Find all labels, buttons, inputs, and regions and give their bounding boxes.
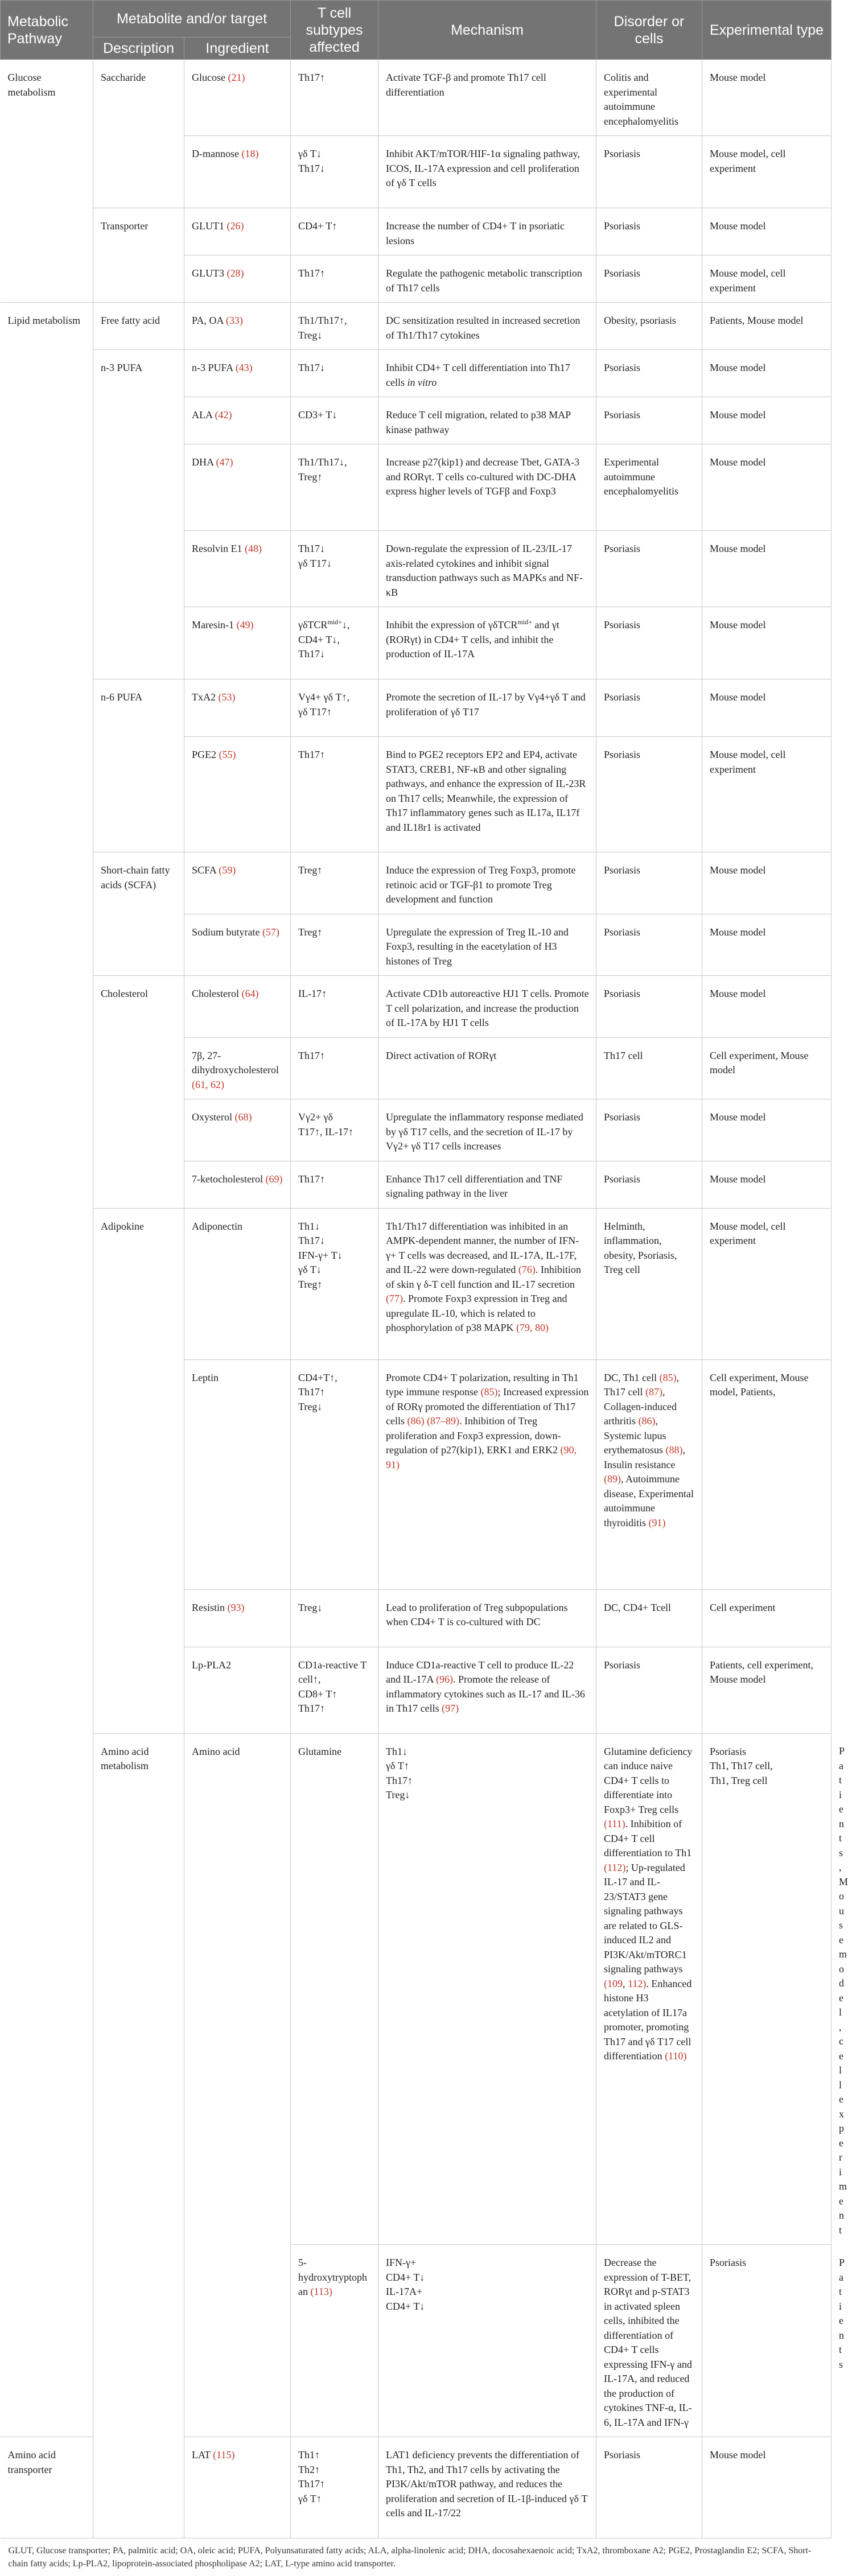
tcell-cell: CD4+T↑, Th17↑ Treg↓ — [291, 1359, 378, 1589]
disorder-cell: Psoriasis Th1, Th17 cell, Th1, Treg cell — [702, 1733, 831, 2245]
description-cell: n-3 PUFA — [93, 350, 184, 679]
tcell-cell: IFN-γ+ CD4+ T↓ IL-17A+ CD4+ T↓ — [378, 2245, 596, 2437]
ingredient-cell: ALA (42) — [184, 397, 291, 444]
exp-cell: Mouse model — [702, 852, 831, 914]
exp-cell: Patients, cell experiment, Mouse model — [702, 1647, 831, 1733]
exp-cell: Mouse model, cell experiment — [702, 737, 831, 852]
tcell-cell: Treg↓ — [291, 1589, 378, 1647]
tcell-cell: Th1↓ γδ T↑ Th17↑ Treg↓ — [378, 1733, 596, 2245]
mechanism-cell: Down-regulate the expression of IL-23/IL-17 axis-related cytokines and inhibit signal transduction pathways such as MAPKs and NF-κB — [378, 531, 596, 607]
exp-cell: Mouse model — [702, 444, 831, 531]
header-experimental-type: Experimental type — [702, 1, 831, 60]
tcell-cell: CD1a-reactive T cell↑, CD8+ T↑ Th17↑ — [291, 1647, 378, 1733]
ingredient-cell: Resistin (93) — [184, 1589, 291, 1647]
tcell-cell: Th1↓ Th17↓ IFN-γ+ T↓ γδ T↓ Treg↑ — [291, 1208, 378, 1359]
tcell-cell: Vγ4+ γδ T↑, γδ T17↑ — [291, 679, 378, 737]
table-row — [1, 350, 831, 397]
header-metabolite-target: Metabolite and/or target — [93, 1, 291, 38]
table-row: Amino acid metabolism Amino acid Glutamine Th1↓ γδ T↑ Th17↑ Treg↓ Glutamine deficiency can induce naive CD4+ T cells to differentiate into Foxp3+ Treg cells (111). Inhibition of CD4+ T cell differentiation to Th1 (112); Up-regulated IL-17 and IL-23/STAT3 gene signaling pathways are related to GLS-induced IL2 and PI3K/Akt/mTORC1 signaling pathways (109, 112). Enhanced histone H3 acetylation of IL17a promoter, promoting Th17 and γδ T17 cell differentiation (110) Psoriasis Th1, Th17 cell, Th1, Treg cell Patients, Mouse model, cell experiment — [1, 1733, 831, 2245]
exp-cell: Mouse model, cell experiment — [702, 255, 831, 303]
tcell-cell: Th1/Th17↑, Treg↓ — [291, 303, 378, 350]
ingredient-cell: GLUT3 (28) — [184, 255, 291, 303]
tcell-cell: Vγ2+ γδ T17↑, IL-17↑ — [291, 1099, 378, 1161]
disorder-cell: Helminth, inflammation, obesity, Psoriasis, Treg cell — [596, 1208, 702, 1359]
ingredient-cell: Leptin — [184, 1359, 291, 1589]
mechanism-cell: Decrease the expression of T-BET, RORγt and p-STAT3 in activated spleen cells, inhibited the differentiation of CD4+ T cells expressing IFN-γ and IL-17A, and reduced the production of cytokines TNF-α, IL-6, IL-17A and IFN-γ — [596, 2245, 702, 2437]
ingredient-cell: SCFA (59) — [184, 852, 291, 914]
ingredient-cell: 7-ketocholesterol (69) — [184, 1161, 291, 1208]
exp-cell: Mouse model — [702, 914, 831, 976]
mechanism-cell: Upregulate the expression of Treg IL-10 and Foxp3, resulting in the eacetylation of H3 histones of Treg — [378, 914, 596, 976]
description-cell: Free fatty acid — [93, 303, 184, 350]
exp-cell: Mouse model — [702, 208, 831, 255]
tcell-cell: Th17↑ — [291, 737, 378, 852]
ingredient-cell: 5-hydroxytryptophan (113) — [291, 2245, 378, 2437]
exp-cell: Mouse model — [702, 397, 831, 444]
exp-cell: Mouse model — [702, 60, 831, 136]
disorder-cell: Experimental autoimmune encephalomyelitis — [596, 444, 702, 531]
ingredient-cell: Lp-PLA2 — [184, 1647, 291, 1733]
ingredient-cell: DHA (47) — [184, 444, 291, 531]
mechanism-cell: Inhibit the expression of γδTCR$^{mid+}$ and γt (RORγt) in CD4+ T cells, and inhibit the production of IL-17A — [378, 607, 596, 679]
exp-cell: Mouse model — [702, 1099, 831, 1161]
header-mechanism: Mechanism — [378, 1, 596, 60]
pathway-cell: Lipid metabolism — [1, 303, 93, 2437]
disorder-cell: Psoriasis — [596, 914, 702, 976]
pathway-cell: Glucose metabolism — [1, 60, 93, 303]
exp-cell: Patients, Mouse model — [702, 303, 831, 350]
table-row — [1, 60, 831, 136]
description-cell: n-6 PUFA — [93, 679, 184, 852]
pathway-cell: Amino acid metabolism — [93, 1733, 184, 2538]
ingredient-cell: n-3 PUFA (43) — [184, 350, 291, 397]
exp-cell: Cell experiment — [702, 1589, 831, 1647]
exp-cell: Mouse model — [702, 607, 831, 679]
exp-cell: Cell experiment, Mouse model — [702, 1037, 831, 1099]
mechanism-cell: DC sensitization resulted in increased secretion of Th1/Th17 cytokines — [378, 303, 596, 350]
ingredient-cell: Resolvin E1 (48) — [184, 531, 291, 607]
description-cell: Short-chain fatty acids (SCFA) — [93, 852, 184, 976]
disorder-cell: Psoriasis — [596, 208, 702, 255]
ingredient-cell: 7β, 27-dihydroxycholesterol (61, 62) — [184, 1037, 291, 1099]
exp-cell: Mouse model — [702, 531, 831, 607]
table-row — [1, 976, 831, 1038]
mechanism-cell: Direct activation of RORγt — [378, 1037, 596, 1099]
ingredient-cell: TxA2 (53) — [184, 679, 291, 737]
ingredient-cell: Glucose (21) — [184, 60, 291, 136]
disorder-cell: Colitis and experimental autoimmune encephalomyelitis — [596, 60, 702, 136]
tcell-cell: Th1/Th17↓, Treg↑ — [291, 444, 378, 531]
description-cell: Cholesterol — [93, 976, 184, 1209]
description-cell: Amino acid — [184, 1733, 291, 2437]
header-t-cell-subtypes: T cell subtypes affected — [291, 1, 378, 60]
tcell-cell: Treg↑ — [291, 914, 378, 976]
header-metabolic-pathway: Metabolic Pathway — [1, 1, 93, 60]
mechanism-cell: Induce CD1a-reactive T cell to produce IL-22 and IL-17A (96). Promote the release of inflammatory cytokines such as IL-17 and IL-36 in Th17 cells (97) — [378, 1647, 596, 1733]
tcell-cell: Th17↑ — [291, 1161, 378, 1208]
ingredient-cell: Maresin-1 (49) — [184, 607, 291, 679]
disorder-cell: Psoriasis — [596, 737, 702, 852]
mechanism-cell: Regulate the pathogenic metabolic transcription of Th17 cells — [378, 255, 596, 303]
table-row — [1, 852, 831, 914]
mechanism-cell: LAT1 deficiency prevents the differentiation of Th1, Th2, and Th17 cells by activating the PI3K/Akt/mTOR pathway, and reduces the proliferation and secretion of IL-1β-induced γδ T cells and IL-17/22 — [378, 2437, 596, 2538]
mechanism-cell: Upregulate the inflammatory response mediated by γδ T17 cells, and the secretion of IL-17 by Vγ2+ γδ T17 cells increases — [378, 1099, 596, 1161]
exp-cell: Mouse model — [702, 1161, 831, 1208]
table-row — [1, 679, 831, 737]
exp-cell: Mouse model — [702, 976, 831, 1038]
tcell-cell: IL-17↑ — [291, 976, 378, 1038]
disorder-cell: Psoriasis — [596, 255, 702, 303]
mechanism-cell: Lead to proliferation of Treg subpopulations when CD4+ T is co-cultured with DC — [378, 1589, 596, 1647]
description-cell: Adipokine — [93, 1208, 184, 1733]
mechanism-cell: Glutamine deficiency can induce naive CD4+ T cells to differentiate into Foxp3+ Treg cells (111). Inhibition of CD4+ T cell differentiation to Th1 (112); Up-regulated IL-17 and IL-23/STAT3 gene signaling pathways are related to GLS-induced IL2 and PI3K/Akt/mTORC1 signaling pathways (109, 112). Enhanced histone H3 acetylation of IL17a promoter, promoting Th17 and γδ T17 cell differentiation (110) — [596, 1733, 702, 2245]
disorder-cell: Obesity, psoriasis — [596, 303, 702, 350]
mechanism-cell: Induce the expression of Treg Foxp3, promote retinoic acid or TGF-β1 to promote Treg development and function — [378, 852, 596, 914]
disorder-cell: DC, CD4+ Tcell — [596, 1589, 702, 1647]
disorder-cell: Psoriasis — [596, 531, 702, 607]
ingredient-cell: PGE2 (55) — [184, 737, 291, 852]
mechanism-cell: Increase p27(kip1) and decrease Tbet, GATA-3 and RORγt. T cells co-cultured with DC-DHA express higher levels of TGFβ and Foxp3 — [378, 444, 596, 531]
tcell-cell: Th17↑ — [291, 255, 378, 303]
mechanism-cell: Activate CD1b autoreactive HJ1 T cells. Promote T cell polarization, and increase the production of IL-17A by HJ1 T cells — [378, 976, 596, 1038]
header-description: Description — [93, 38, 184, 60]
tcell-cell: Th17↑ — [291, 1037, 378, 1099]
mechanism-cell: Inhibit CD4+ T cell differentiation into Th17 cells in vitro — [378, 350, 596, 397]
ingredient-cell: Adiponectin — [184, 1208, 291, 1359]
disorder-cell: Psoriasis — [596, 2437, 702, 2538]
mechanism-cell: Reduce T cell migration, related to p38 MAP kinase pathway — [378, 397, 596, 444]
table-header — [1, 1, 831, 60]
disorder-cell: Psoriasis — [596, 679, 702, 737]
disorder-cell: DC, Th1 cell (85), Th17 cell (87), Collagen-induced arthritis (86), Systemic lupus erythematosus (88), Insulin resistance (89), Autoimmune disease, Experimental autoimmune thyroiditis (91) — [596, 1359, 702, 1589]
exp-cell: Cell experiment, Mouse model, Patients, — [702, 1359, 831, 1589]
disorder-cell: Psoriasis — [596, 1099, 702, 1161]
ingredient-cell: Cholesterol (64) — [184, 976, 291, 1038]
disorder-cell: Psoriasis — [702, 2245, 831, 2437]
ingredient-cell: LAT (115) — [184, 2437, 291, 2538]
table-row — [1, 1208, 831, 1359]
description-cell: Transporter — [93, 208, 184, 303]
exp-cell: Mouse model — [702, 2437, 831, 2538]
exp-cell: Mouse model, cell experiment — [702, 136, 831, 208]
mechanism-cell: Promote CD4+ T polarization, resulting in Th1 type immune response (85); Increased expression of RORγ promoted the differentiation of Th17 cells (86) (87–89). Inhibition of Treg proliferation and Foxp3 expression, down-regulation of p27(kip1), ERK1 and ERK2 (90, 91) — [378, 1359, 596, 1589]
tcell-cell: Th17↓ γδ T17↓ — [291, 531, 378, 607]
disorder-cell: Psoriasis — [596, 976, 702, 1038]
ingredient-cell: GLUT1 (26) — [184, 208, 291, 255]
disorder-cell: Psoriasis — [596, 350, 702, 397]
header-ingredient: Ingredient — [184, 38, 291, 60]
mechanism-cell: Inhibit AKT/mTOR/HIF-1α signaling pathway, ICOS, IL-17A expression and cell proliferation of γδ T cells — [378, 136, 596, 208]
disorder-cell: Psoriasis — [596, 852, 702, 914]
mechanism-cell: Increase the number of CD4+ T in psoriatic lesions — [378, 208, 596, 255]
disorder-cell: Psoriasis — [596, 1161, 702, 1208]
ingredient-cell: D-mannose (18) — [184, 136, 291, 208]
mechanism-cell: Th1/Th17 differentiation was inhibited in an AMPK-dependent manner, the number of IFN-γ+ T cells was decreased, and IL-17A, IL-17F, and IL-22 were down-regulated (76). Inhibition of skin γ δ-T cell function and IL-17 secretion (77). Promote Foxp3 expression in Treg and upregulate IL-10, which is related to phosphorylation of p38 MAPK (79, 80) — [378, 1208, 596, 1359]
tcell-cell: γδ T↓ Th17↓ — [291, 136, 378, 208]
mechanism-cell: Activate TGF-β and promote Th17 cell differentiation — [378, 60, 596, 136]
disorder-cell: Psoriasis — [596, 397, 702, 444]
table-row: 5-hydroxytryptophan (113) IFN-γ+ CD4+ T↓ IL-17A+ CD4+ T↓ Decrease the expression of T-BET, RORγt and p-STAT3 in activated spleen cells, inhibited the differentiation of CD4+ T cells expressing IFN-γ and IL-17A, and reduced the production of cytokines TNF-α, IL-6, IL-17A and IFN-γ Psoriasis Patients — [1, 2245, 831, 2437]
disorder-cell: Psoriasis — [596, 1647, 702, 1733]
disorder-cell: Th17 cell — [596, 1037, 702, 1099]
description-cell: Saccharide — [93, 60, 184, 208]
ingredient-cell: Glutamine — [291, 1733, 378, 2245]
exp-cell: Mouse model — [702, 679, 831, 737]
table-row — [1, 303, 831, 350]
tcell-cell: Th17↑ — [291, 60, 378, 136]
tcell-cell: Treg↑ — [291, 852, 378, 914]
exp-cell: Mouse model — [702, 350, 831, 397]
table-row — [1, 208, 831, 255]
ingredient-cell: Sodium butyrate (57) — [184, 914, 291, 976]
ingredient-cell: Oxysterol (68) — [184, 1099, 291, 1161]
mechanism-cell: Promote the secretion of IL-17 by Vγ4+γδ T and proliferation of γδ T17 — [378, 679, 596, 737]
description-cell: Amino acid transporter — [1, 2437, 93, 2538]
tcell-cell: CD3+ T↓ — [291, 397, 378, 444]
table-footnote: GLUT, Glucose transporter; PA, palmitic acid; OA, oleic acid; PUFA, Polyunsaturated fatty acids; ALA, alpha-linolenic acid; DHA, docosahexaenoic acid; TxA2, thromboxane A2; PGE2, Prostaglandin E2; SCFA, Short-chain fatty acids; Lp-PLA2, lipoprotein-associated phospholipase A2; LAT, L-type amino acid transporter. — [1, 2538, 831, 2576]
tcell-cell: CD4+ T↑ — [291, 208, 378, 255]
tcell-cell: Th1↑ Th2↑ Th17↑ γδ T↑ — [291, 2437, 378, 2538]
ingredient-cell: PA, OA (33) — [184, 303, 291, 350]
header-disorder: Disorder or cells — [596, 1, 702, 60]
tcell-cell: γδTCR$^{mid+}$↓, CD4+ T↓, Th17↓ — [291, 607, 378, 679]
mechanism-cell: Enhance Th17 cell differentiation and TNF signaling pathway in the liver — [378, 1161, 596, 1208]
exp-cell: Mouse model, cell experiment — [702, 1208, 831, 1359]
disorder-cell: Psoriasis — [596, 136, 702, 208]
mechanism-cell: Bind to PGE2 receptors EP2 and EP4, activate STAT3, CREB1, NF-κB and other signaling pathways, and enhance the expression of IL-23R on Th17 cells; Meanwhile, the expression of Th17 inflammatory genes such as IL17a, IL17f and IL18r1 is activated — [378, 737, 596, 852]
tcell-cell: Th17↓ — [291, 350, 378, 397]
disorder-cell: Psoriasis — [596, 607, 702, 679]
